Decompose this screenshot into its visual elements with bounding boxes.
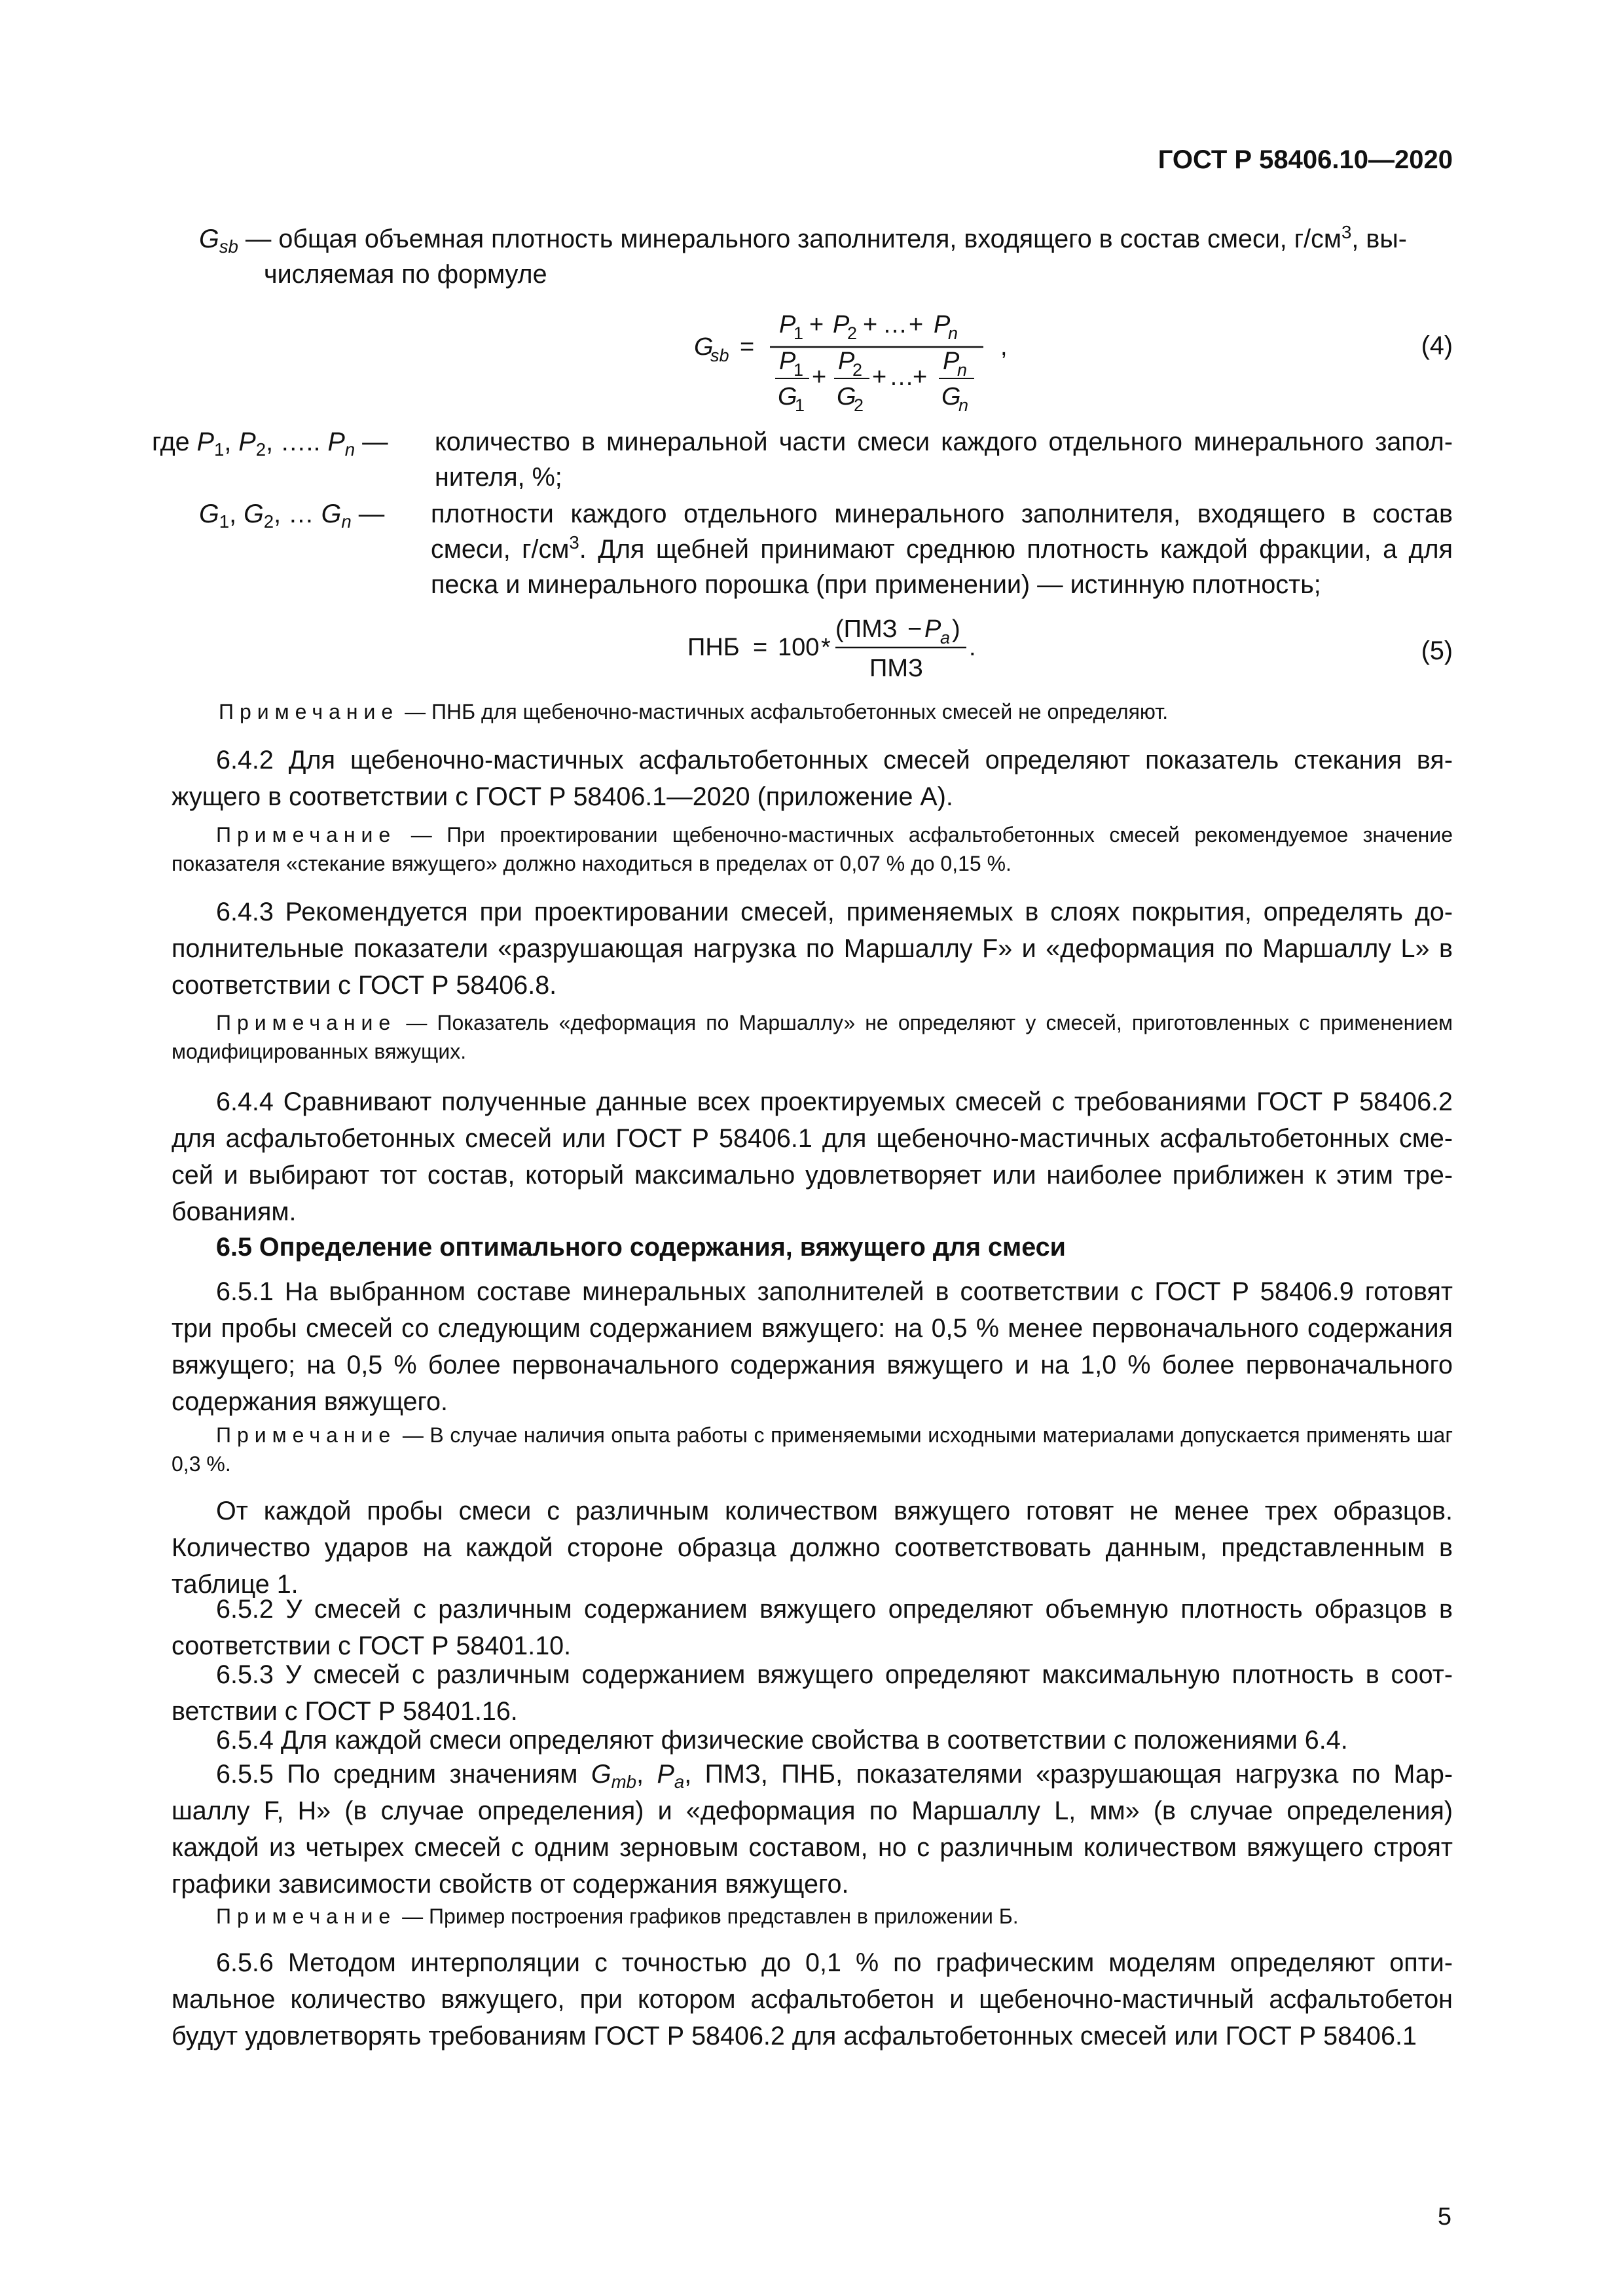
svg-text:2: 2 bbox=[847, 323, 858, 343]
svg-text:=: = bbox=[753, 634, 768, 661]
svg-text:…: … bbox=[883, 311, 907, 338]
svg-text:P: P bbox=[838, 348, 855, 375]
paragraph-6-5-6: 6.5.6 Методом интерполяции с точностью до 0,1 % по графическим моделям определяют опти-мальное количество вяжущего, при котором асфальтобетон и щебеночно-мастичный асфальтобетон будут удовлетворять требованиям ГОСТ Р 58406.2 для асфальтобетонных смесей или ГОСТ Р 58406.1 bbox=[172, 1948, 1453, 2050]
svg-text:G: G bbox=[941, 383, 961, 410]
svg-text:…: … bbox=[889, 363, 914, 391]
standard-designation: ГОСТ Р 58406.10—2020 bbox=[1158, 145, 1453, 174]
svg-text:P: P bbox=[934, 311, 951, 338]
svg-text:G: G bbox=[778, 383, 797, 410]
svg-text:100: 100 bbox=[778, 634, 820, 661]
paragraph-6-4-4: 6.4.4 Сравнивают полученные данные всех проектируемых смесей с требованиями ГОСТ Р 58406.2 для асфальтобетонных смесей или ГОСТ Р 58406.1 для щебеночно-мастичных асфальтобетонных сме-сей и выбирают тот состав, который максимально удовлетворяет или наиболее приближен к этим тре-бованиям. bbox=[172, 1087, 1453, 1226]
paragraph-6-4-3: 6.4.3 Рекомендуется при проектировании смесей, применяемых в слоях покрытия, определять до-полнительные показатели «разрушающая нагрузка по Маршаллу F» и «деформация по Маршаллу L» в соответствии с ГОСТ Р 58406.8. bbox=[172, 898, 1453, 1000]
svg-text:(ПМЗ: (ПМЗ bbox=[835, 615, 898, 643]
svg-text:+: + bbox=[812, 363, 827, 391]
svg-text:+: + bbox=[809, 311, 824, 338]
document-page: ГОСТ Р 58406.10—2020 $G_{sb}$ — общая объемная плотность минерального заполнителя, входящего в состав смеси, $г/см^3$, вы- числяемая по формуле G sb = P 1 + P 2 + … + P n P 1 G 1 + P 2 G 2 + … + P n G n , (4) где $P_1$, $P_2$, ….. $P_n$ — количество в минеральной части смеси каждого отдельного минерального запол-нителя, %; $G_1$, $G_2$, … $G_n$ — плотности каждого отдельного минерального заполнителя, входящего в состав смеси, $г/см^3$. Для щебней принимают среднюю плотность каждой фракции, а для песка и минерального порошка (при применении) — истинную плотность; ПНБ = 100 * (ПМЗ − P a ) ПМЗ . (5) Примечание — ПНБ для щебеночно-мастичных асфальтобетонных смесей не определяют. 6.4.2 Для щебеночно-мастичных асфальтобетонных смесей определяют показатель стекания вя-жущего в соответствии с ГОСТ Р 58406.1—2020 (приложение А). Примечание — При проектировании щебеночно-мастичных асфальтобетонных смесей рекомендуемое значение показателя «стекание вяжущего» должно находиться в пределах от 0,07 % до 0,15 %. 6.4.3 Рекомендуется при проектировании смесей, применяемых в слоях покрытия, определять до-полнительные показатели «разрушающая нагрузка по Маршаллу F» и «деформация по Маршаллу L» в соответствии с ГОСТ Р 58406.8. Примечание — Показатель «деформация по Маршаллу» не определяют у смесей, приготовленных с применением модифицированных вяжущих. 6.4.4 Сравнивают полученные данные всех проектируемых смесей с требованиями ГОСТ Р 58406.2 для асфальтобетонных смесей или ГОСТ Р 58406.1 для щебеночно-мастичных асфальтобетонных сме-сей и выбирают тот состав, который максимально удовлетворяет или наиболее приближен к этим тре-бованиям. 6.5 Определение оптимального содержания, вяжущего для смеси 6.5.1 На выбранном составе минеральных заполнителей в соответствии с ГОСТ Р 58406.9 готовят три пробы смесей со следующим содержанием вяжущего: на 0,5 % менее первоначального содержания вяжущего; на 0,5 % более первоначального содержания вяжущего и на 1,0 % более первоначального содержания вяжущего. Примечание — В случае наличия опыта работы с применяемыми исходными материалами допускается применять шаг 0,3 %. От каждой пробы смеси с различным количеством вяжущего готовят не менее трех образцов. Количество ударов на каждой стороне образца должно соответствовать данным, представленным в таблице 1. 6.5.2 У смесей с различным содержанием вяжущего определяют объемную плотность образцов в соответствии с ГОСТ Р 58401.10. 6.5.3 У смесей с различным содержанием вяжущего определяют максимальную плотность в соот-ветствии с ГОСТ Р 58401.16. 6.5.4 Для каждой смеси определяют физические свойства в соответствии с положениями 6.4. 6.5.5 По средним значениям $G_{mb}$, $P_a$, ПМЗ, ПНБ, показателями «разрушающая нагрузка по Мар-шаллу F, Н» (в случае определения) и «деформация по Маршаллу L, мм» (в случае определения) каждой из четырех смесей с одним зерновым составом, но с различным количеством вяжущего строят графики зависимости свойств от содержания вяжущего. Примечание — Пример построения графиков представлен в приложении Б. 6.5.6 Методом интерполяции с точностью до 0,1 % по графическим моделям определяют опти-мальное количество вяжущего, при котором асфальтобетон и щебеночно-мастичный асфальтобетон будут удовлетворять требованиям ГОСТ Р 58406.2 для асфальтобетонных смесей или ГОСТ Р 58406.1 5 bbox=[152, 145, 1453, 2231]
svg-text:1: 1 bbox=[793, 323, 804, 343]
svg-text:2: 2 bbox=[852, 360, 863, 380]
svg-text:sb: sb bbox=[710, 346, 729, 365]
svg-text:n: n bbox=[948, 323, 958, 343]
formula-4 bbox=[681, 301, 1100, 426]
svg-text:P: P bbox=[943, 348, 960, 375]
svg-text:n: n bbox=[958, 395, 969, 415]
paragraph-6-4-2: 6.4.2 Для щебеночно-мастичных асфальтобетонных смесей определяют показатель стекания вя-жущего в соответствии с ГОСТ Р 58406.1—2020 (приложение А). bbox=[172, 746, 1453, 811]
svg-text:+: + bbox=[872, 363, 887, 391]
svg-text:P: P bbox=[924, 615, 941, 643]
svg-text:1: 1 bbox=[793, 360, 804, 380]
formula-5 bbox=[681, 606, 1048, 691]
svg-text:+: + bbox=[909, 311, 924, 338]
page-number: 5 bbox=[1437, 2203, 1451, 2231]
note-3: Примечание — Показатель «деформация по Маршаллу» не определяют у смесей, приготовленных с применением модифицированных вяжущих. bbox=[172, 1011, 1453, 1063]
note-5: Примечание — Пример построения графиков представлен в приложении Б. bbox=[216, 1904, 1019, 1928]
paragraph-samples: От каждой пробы смеси с различным количеством вяжущего готовят не менее трех образцов. Количество ударов на каждой стороне образца должно соответствовать данным, представленным в таблице 1. bbox=[172, 1497, 1453, 1599]
svg-text:+: + bbox=[913, 363, 928, 391]
paragraph-6-5-3: 6.5.3 У смесей с различным содержанием вяжущего определяют максимальную плотность в соот-ветствии с ГОСТ Р 58401.16. bbox=[172, 1660, 1453, 1726]
svg-text:P: P bbox=[779, 348, 796, 375]
svg-text:.: . bbox=[969, 634, 976, 661]
equation-number-5: (5) bbox=[1421, 636, 1453, 665]
svg-text:1: 1 bbox=[795, 395, 805, 415]
paragraph-6-5-4: 6.5.4 Для каждой смеси определяют физические свойства в соответствии с положениями 6.4. bbox=[216, 1726, 1348, 1755]
svg-text:*: * bbox=[821, 634, 831, 661]
svg-text:): ) bbox=[952, 615, 960, 643]
paragraph-6-5-2: 6.5.2 У смесей с различным содержанием вяжущего определяют объемную плотность образцов в соответствии с ГОСТ Р 58401.10. bbox=[172, 1595, 1453, 1660]
svg-text:P: P bbox=[833, 311, 850, 338]
note-4: Примечание — В случае наличия опыта работы с применяемыми исходными материалами допускается применять шаг 0,3 %. bbox=[172, 1423, 1453, 1476]
equation-number-4: (4) bbox=[1421, 331, 1453, 360]
paragraph-6-5-5: 6.5.5 По средним значениям $G_{mb}$, $P_a$, ПМЗ, ПНБ, показателями «разрушающая нагрузка по Мар-шаллу F, Н» (в случае определения) и «деформация по Маршаллу L, мм» (в случае определения) каждой из четырех смесей с одним зерновым составом, но с различным количеством вяжущего строят графики зависимости свойств от содержания вяжущего. bbox=[172, 1760, 1453, 1899]
svg-text:+: + bbox=[863, 311, 878, 338]
gsb-symbol: G bbox=[199, 225, 219, 253]
note-1: Примечание — ПНБ для щебеночно-мастичных асфальтобетонных смесей не определяют. bbox=[219, 700, 1169, 723]
paragraph-6-5-1: 6.5.1 На выбранном составе минеральных заполнителей в соответствии с ГОСТ Р 58406.9 готовят три пробы смесей со следующим содержанием вяжущего: на 0,5 % менее первоначального содержания вяжущего; на 0,5 % более первоначального содержания вяжущего и на 1,0 % более первоначального содержания вяжущего. bbox=[172, 1277, 1453, 1416]
svg-text:2: 2 bbox=[854, 395, 864, 415]
svg-text:=: = bbox=[740, 333, 755, 361]
svg-text:−: − bbox=[907, 615, 922, 643]
svg-text:G: G bbox=[837, 383, 856, 410]
formula-4-lhs: G bbox=[694, 333, 714, 361]
svg-text:,: , bbox=[1000, 333, 1008, 361]
svg-text:ПМЗ: ПМЗ bbox=[869, 655, 923, 682]
svg-text:a: a bbox=[940, 628, 951, 647]
svg-text:P: P bbox=[779, 311, 796, 338]
note-2: Примечание — При проектировании щебеночно-мастичных асфальтобетонных смесей рекомендуемое значение показателя «стекание вяжущего» должно находиться в пределах от 0,07 % до 0,15 %. bbox=[172, 823, 1453, 875]
svg-text:ПНБ: ПНБ bbox=[687, 634, 740, 661]
section-heading-6-5: 6.5 Определение оптимального содержания, вяжущего для смеси bbox=[216, 1233, 1066, 1262]
svg-text:n: n bbox=[957, 360, 968, 380]
